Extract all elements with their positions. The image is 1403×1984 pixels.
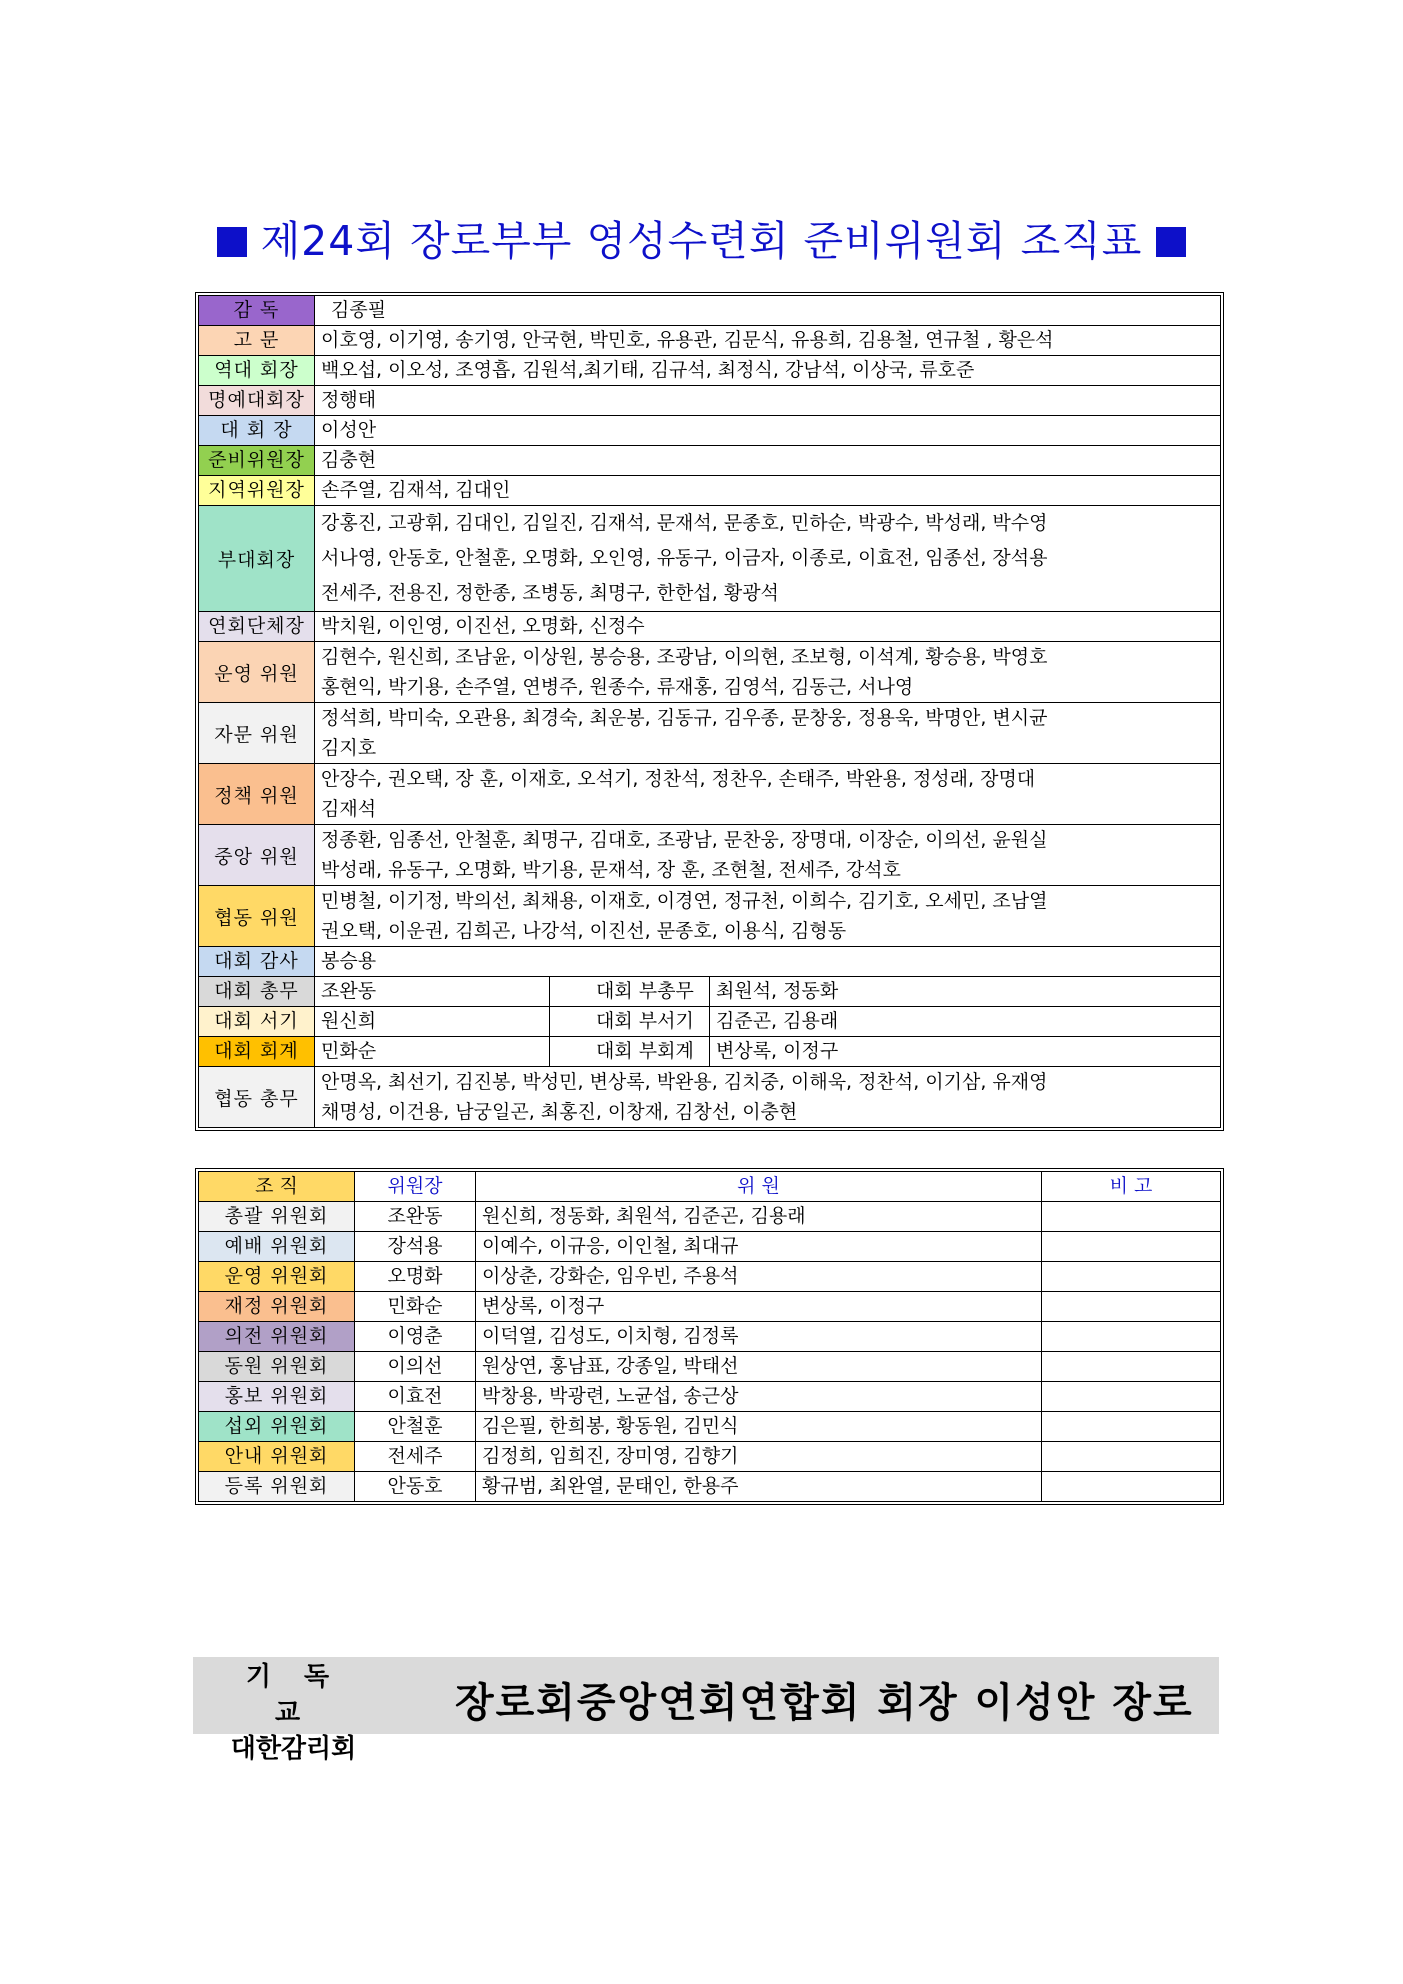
value-jeongchaek (315, 764, 1221, 825)
label-buhoegye: 대회 부회계 (550, 1037, 710, 1067)
committee-name: 총괄 위원회 (199, 1202, 355, 1232)
org-line-1: 기 독 교 (245, 1662, 342, 1728)
row-gamsa (199, 947, 1221, 977)
committee-header-row (199, 1172, 1221, 1202)
value-yeonhoe: 박치원, 이인영, 이진선, 오명화, 신정수 (315, 612, 1221, 642)
signature: 장로회중앙연회연합회 회장 이성안 장로 (455, 1679, 1194, 1726)
header-note: 비 고 (1042, 1172, 1221, 1202)
row-budaehoe (199, 506, 1221, 612)
label-jungang: 중앙 위원 (199, 825, 315, 886)
label-yeonhoe: 연회단체장 (199, 612, 315, 642)
jungang-line: 정종환, 임종선, 안철훈, 최명구, 김대호, 조광남, 문찬웅, 장명대, 이장순, 이의선, 윤원실 (321, 829, 1048, 851)
row-myeongye (199, 386, 1221, 416)
committee-members: 원신희, 정동화, 최원석, 김준곤, 김용래 (476, 1202, 1042, 1232)
value-seogi: 원신희 (315, 1007, 550, 1037)
committee-name: 동원 위원회 (199, 1352, 355, 1382)
label-unyeong: 운영 위원 (199, 642, 315, 703)
footer-signature-block (193, 1657, 1219, 1764)
committee-name: 운영 위원회 (199, 1262, 355, 1292)
committee-chair: 전세주 (355, 1442, 476, 1472)
committee-name: 의전 위원회 (199, 1322, 355, 1352)
value-daehoejang: 이성안 (315, 416, 1221, 446)
committee-members: 황규범, 최완열, 문태인, 한용주 (476, 1472, 1042, 1502)
value-hyeopdong (315, 886, 1221, 947)
committee-chair: 조완동 (355, 1202, 476, 1232)
value-budaehoe (315, 506, 1221, 612)
row-gomun (199, 326, 1221, 356)
value-yeokdae: 백오섭, 이오성, 조영흡, 김원석,최기태, 김규석, 최정식, 강남석, 이상국, 류호준 (315, 356, 1221, 386)
committee-members: 이덕열, 김성도, 이치형, 김정록 (476, 1322, 1042, 1352)
page-title-text: 제24회 장로부부 영성수련회 준비위원회 조직표 (260, 217, 1143, 265)
square-bullet-icon (1156, 227, 1186, 257)
table-row (199, 1322, 1221, 1352)
committee-note (1042, 1412, 1221, 1442)
committee-note (1042, 1202, 1221, 1232)
label-gamsa: 대회 감사 (199, 947, 315, 977)
jamun-line: 김지호 (321, 737, 377, 759)
table-row (199, 1412, 1221, 1442)
value-buseogi: 김준곤, 김용래 (710, 1007, 1221, 1037)
committee-name: 섭외 위원회 (199, 1412, 355, 1442)
label-hyeopdong-chongmu: 협동 총무 (199, 1067, 315, 1128)
value-jiyeok: 손주열, 김재석, 김대인 (315, 476, 1221, 506)
unyeong-line: 김현수, 원신희, 조남윤, 이상원, 봉승용, 조광남, 이의현, 조보형, 이석계, 황승용, 박영호 (321, 646, 1048, 668)
label-daehoejang: 대 회 장 (199, 416, 315, 446)
value-gomun: 이호영, 이기영, 송기영, 안국현, 박민호, 유용관, 김문식, 유용희, 김용철, 연규철 , 황은석 (315, 326, 1221, 356)
row-junbi (199, 446, 1221, 476)
value-hoegye: 민화순 (315, 1037, 550, 1067)
jeongchaek-line: 김재석 (321, 798, 377, 820)
table-row (199, 1352, 1221, 1382)
committee-chair: 안동호 (355, 1472, 476, 1502)
hyeopdong-chongmu-line: 채명성, 이건용, 남궁일곤, 최홍진, 이창재, 김창선, 이충현 (321, 1101, 798, 1123)
committee-note (1042, 1352, 1221, 1382)
unyeong-line: 홍현익, 박기용, 손주열, 연병주, 원종수, 류재홍, 김영석, 김동근, 서나영 (321, 676, 914, 698)
table-row (199, 1382, 1221, 1412)
committee-name: 안내 위원회 (199, 1442, 355, 1472)
row-jungang (199, 825, 1221, 886)
org-line-2: 대한감리회 (230, 1734, 357, 1764)
row-hoegye (199, 1037, 1221, 1067)
label-buchongmu: 대회 부총무 (550, 977, 710, 1007)
label-junbi: 준비위원장 (199, 446, 315, 476)
table-row (199, 1202, 1221, 1232)
label-myeongye: 명예대회장 (199, 386, 315, 416)
label-gomun: 고 문 (199, 326, 315, 356)
label-chongmu: 대회 총무 (199, 977, 315, 1007)
row-chongmu (199, 977, 1221, 1007)
organization-name (221, 1659, 366, 1767)
committee-note (1042, 1382, 1221, 1412)
budaehoe-line: 서나영, 안동호, 안철훈, 오명화, 오인영, 유동구, 이금자, 이종로, 이효전, 임종선, 장석용 (321, 547, 1048, 569)
row-unyeong (199, 642, 1221, 703)
committee-name: 홍보 위원회 (199, 1382, 355, 1412)
committee-note (1042, 1442, 1221, 1472)
value-hyeopdong-chongmu (315, 1067, 1221, 1128)
committee-note (1042, 1472, 1221, 1502)
budaehoe-line: 강홍진, 고광휘, 김대인, 김일진, 김재석, 문재석, 문종호, 민하순, 박광수, 박성래, 박수영 (321, 512, 1048, 534)
row-yeokdae (199, 356, 1221, 386)
page-title (0, 208, 1403, 267)
value-buhoegye: 변상록, 이정구 (710, 1037, 1221, 1067)
table-row (199, 1442, 1221, 1472)
value-gamsa: 봉승용 (315, 947, 1221, 977)
committee-chair: 오명화 (355, 1262, 476, 1292)
label-hyeopdong: 협동 위원 (199, 886, 315, 947)
committee-note (1042, 1232, 1221, 1262)
committee-members: 원상연, 홍남표, 강종일, 박태선 (476, 1352, 1042, 1382)
committee-name: 재정 위원회 (199, 1292, 355, 1322)
label-jiyeok: 지역위원장 (199, 476, 315, 506)
row-jeongchaek (199, 764, 1221, 825)
committee-members: 김은필, 한희봉, 황동원, 김민식 (476, 1412, 1042, 1442)
value-chongmu: 조완동 (315, 977, 550, 1007)
label-yeokdae: 역대 회장 (199, 356, 315, 386)
jamun-line: 정석희, 박미숙, 오관용, 최경숙, 최운봉, 김동규, 김우종, 문창웅, 정용욱, 박명안, 변시균 (321, 707, 1048, 729)
row-daehoejang (199, 416, 1221, 446)
row-hyeopdong (199, 886, 1221, 947)
committee-chair: 이효전 (355, 1382, 476, 1412)
committee-chair: 민화순 (355, 1292, 476, 1322)
label-seogi: 대회 서기 (199, 1007, 315, 1037)
table-row (199, 1292, 1221, 1322)
committee-members: 이상춘, 강화순, 임우빈, 주용석 (476, 1262, 1042, 1292)
value-jamun (315, 703, 1221, 764)
label-budaehoe: 부대회장 (199, 506, 315, 612)
row-yeonhoe (199, 612, 1221, 642)
committee-table (195, 1168, 1224, 1505)
label-buseogi: 대회 부서기 (550, 1007, 710, 1037)
label-hoegye: 대회 회계 (199, 1037, 315, 1067)
header-members: 위 원 (476, 1172, 1042, 1202)
row-gamdok (199, 296, 1221, 326)
committee-note (1042, 1322, 1221, 1352)
hyeopdong-line: 민병철, 이기정, 박의선, 최채용, 이재호, 이경연, 정규천, 이희수, 김기호, 오세민, 조남열 (321, 890, 1048, 912)
value-myeongye: 정행태 (315, 386, 1221, 416)
label-gamdok: 감 독 (199, 296, 315, 326)
row-hyeopdong-chongmu (199, 1067, 1221, 1128)
committee-chair: 장석용 (355, 1232, 476, 1262)
committee-chair: 이의선 (355, 1352, 476, 1382)
jungang-line: 박성래, 유동구, 오명화, 박기용, 문재석, 장 훈, 조현철, 전세주, 강석호 (321, 859, 901, 881)
table-row (199, 1472, 1221, 1502)
committee-members: 박창용, 박광련, 노균섭, 송근상 (476, 1382, 1042, 1412)
row-jiyeok (199, 476, 1221, 506)
committee-note (1042, 1262, 1221, 1292)
value-unyeong (315, 642, 1221, 703)
table-row (199, 1262, 1221, 1292)
value-jungang (315, 825, 1221, 886)
organization-table (195, 292, 1224, 1131)
table-row (199, 1232, 1221, 1262)
committee-members: 이예수, 이규응, 이인철, 최대규 (476, 1232, 1042, 1262)
hyeopdong-chongmu-line: 안명옥, 최선기, 김진봉, 박성민, 변상록, 박완용, 김치중, 이해욱, 정찬석, 이기삼, 유재영 (321, 1071, 1048, 1093)
committee-members: 김정희, 임희진, 장미영, 김향기 (476, 1442, 1042, 1472)
value-junbi: 김충현 (315, 446, 1221, 476)
committee-note (1042, 1292, 1221, 1322)
value-buchongmu: 최원석, 정동화 (710, 977, 1221, 1007)
value-gamdok: 김종필 (315, 296, 1221, 326)
committee-chair: 안철훈 (355, 1412, 476, 1442)
label-jamun: 자문 위원 (199, 703, 315, 764)
jeongchaek-line: 안장수, 권오택, 장 훈, 이재호, 오석기, 정찬석, 정찬우, 손태주, 박완용, 정성래, 장명대 (321, 768, 1036, 790)
header-chair: 위원장 (355, 1172, 476, 1202)
label-jeongchaek: 정책 위원 (199, 764, 315, 825)
square-bullet-icon (217, 227, 247, 257)
hyeopdong-line: 권오택, 이운권, 김희곤, 나강석, 이진선, 문종호, 이용식, 김형동 (321, 920, 847, 942)
header-org: 조 직 (199, 1172, 355, 1202)
committee-members: 변상록, 이정구 (476, 1292, 1042, 1322)
row-jamun (199, 703, 1221, 764)
committee-name: 예배 위원회 (199, 1232, 355, 1262)
row-seogi (199, 1007, 1221, 1037)
committee-chair: 이영춘 (355, 1322, 476, 1352)
committee-name: 등록 위원회 (199, 1472, 355, 1502)
budaehoe-line: 전세주, 전용진, 정한종, 조병동, 최명구, 한한섭, 황광석 (321, 582, 779, 604)
